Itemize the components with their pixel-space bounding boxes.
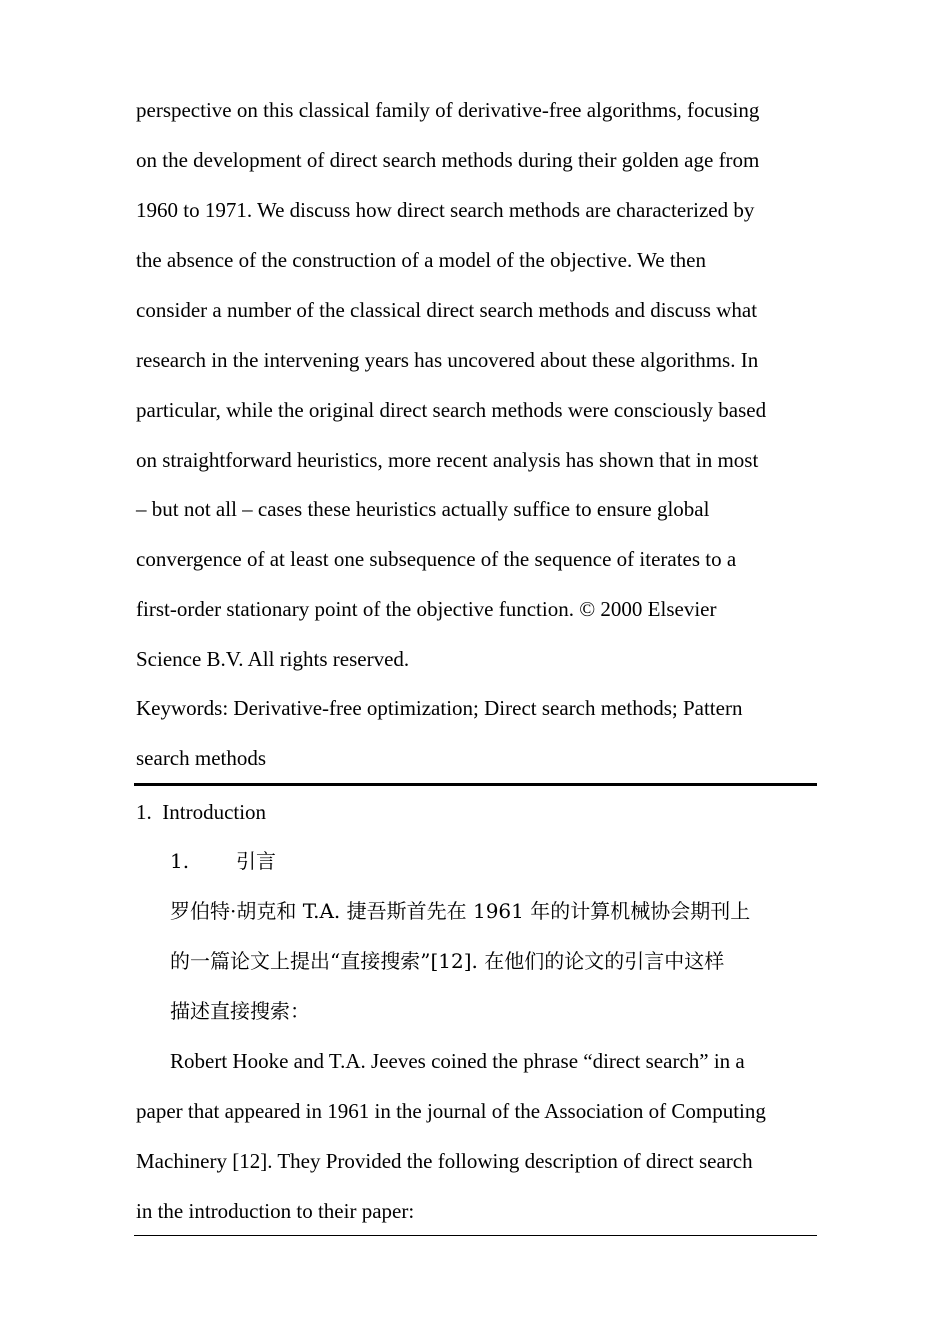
cn-paragraph-line: 的一篇论文上提出“直接搜索”[12]. 在他们的论文的引言中这样 [170,949,725,973]
en-paragraph-line: Machinery [12]. They Provided the following description of direct search [136,1149,753,1173]
en-paragraph-line: paper that appeared in 1961 in the journal of the Association of Computing [136,1099,766,1123]
section-number-cn: 1. [170,849,190,873]
en-paragraph-line: in the introduction to their paper: [136,1199,415,1223]
cn-paragraph-line: 描述直接搜索： [170,999,310,1023]
section-title-cn: 引言 [236,849,276,873]
abstract-line: consider a number of the classical direct search methods and discuss what [136,298,758,322]
abstract-line: particular, while the original direct search methods were consciously based [136,398,767,422]
bottom-rule [134,1235,817,1236]
abstract-line: convergence of at least one subsequence of the sequence of iterates to a [136,547,737,571]
abstract-line: 1960 to 1971. We discuss how direct search methods are characterized by [136,198,755,222]
abstract-line: research in the intervening years has uncovered about these algorithms. In [136,348,759,372]
abstract-line: Science B.V. All rights reserved. [136,647,410,671]
section-heading-cn [170,848,276,874]
abstract-line: perspective on this classical family of derivative-free algorithms, focusing [136,98,760,122]
abstract-line: on straightforward heuristics, more recent analysis has shown that in most [136,448,759,472]
keywords-line: Keywords: Derivative-free optimization; Direct search methods; Pattern [136,696,743,720]
abstract-line: – but not all – cases these heuristics actually suffice to ensure global [136,497,710,521]
section-divider [134,783,817,786]
en-paragraph-line: Robert Hooke and T.A. Jeeves coined the phrase “direct search” in a [170,1049,745,1073]
keywords-line: search methods [136,746,267,770]
abstract-line: first-order stationary point of the objective function. © 2000 Elsevier [136,597,717,621]
abstract-line: the absence of the construction of a model of the objective. We then [136,248,706,272]
cn-paragraph-line: 罗伯特·胡克和 T.A. 捷吾斯首先在 1961 年的计算机械协会期刊上 [170,899,751,923]
section-heading-en: 1. Introduction [136,800,267,824]
abstract-line: on the development of direct search methods during their golden age from [136,148,760,172]
